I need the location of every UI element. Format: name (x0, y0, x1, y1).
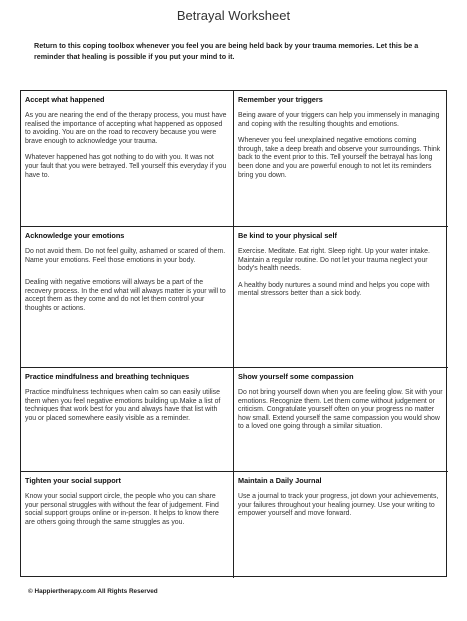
section-text: Whatever happened has got nothing to do with you. It was not your fault that you were betrayed. Tell yourself this everyday if you have to. (25, 154, 227, 179)
intro-text: Return to this coping toolbox whenever you feel you are being held back by your trauma memories. Let this be a reminder that healing is possible if you put your mind to it. (34, 41, 419, 61)
copyright-footer: © Happiertherapy.com All Rights Reserved (28, 588, 158, 595)
coping-toolbox-table (20, 90, 447, 577)
section-text: Practice mindfulness techniques when calm so can easily utilise them when you feel negative emotions building up.Make a list of techniques that work best for you and always have that list with you or placed somewhere easily visible as a reminder. (25, 389, 221, 422)
section-text: Know your social support circle, the people who you can share your personal struggles with without the fear of judgement. Find social support groups online or in-person. It helps to know there are others going through the same struggles as you. (25, 493, 219, 526)
cell-tighten-social-support (21, 472, 234, 578)
page-title: Betrayal Worksheet (176, 8, 291, 23)
section-text: A healthy body nurtures a sound mind and helps you cope with mental stressors better than a sick body. (238, 281, 430, 298)
section-text: As you are nearing the end of the therapy process, you must have realised the importance of accepting what happened as opposed to avoiding. You are on the road to recovery because you were brave enough to acknowledge your trauma. (25, 112, 227, 145)
section-heading: Maintain a Daily Journal (238, 476, 322, 485)
section-text: Exercise. Meditate. Eat right. Sleep right. Up your water intake. Maintain a regular routine. Do not let your trauma neglect your body's health needs. (238, 248, 430, 273)
cell-be-kind-to-physical-self (234, 227, 448, 368)
section-heading: Tighten your social support (25, 476, 121, 485)
section-heading: Acknowledge your emotions (25, 231, 125, 240)
cell-practice-mindfulness (21, 368, 234, 472)
cell-show-yourself-compassion (234, 368, 448, 472)
section-heading: Accept what happened (25, 95, 105, 104)
cell-maintain-daily-journal (234, 472, 448, 578)
cell-remember-your-triggers (234, 91, 448, 227)
cell-acknowledge-your-emotions (21, 227, 234, 368)
section-heading: Remember your triggers (238, 95, 323, 104)
section-text: Use a journal to track your progress, jot down your achievements, your failures throughout your healing journey. Use your writing to empower yourself and move forward. (238, 493, 439, 518)
section-heading: Be kind to your physical self (238, 231, 337, 240)
section-heading: Show yourself some compassion (238, 372, 354, 381)
section-text: Being aware of your triggers can help you immensely in managing and coping with the resulting thoughts and emotions. (238, 112, 440, 128)
section-heading: Practice mindfulness and breathing techniques (25, 372, 190, 381)
cell-accept-what-happened (21, 91, 234, 227)
section-text: Do not bring yourself down when you are feeling glow. Sit with your emotions. Recognize them. Let them come without judgement or criticism. Congratulate yourself often on your progress no matter how small. Extend yourself the same compassion you would show to a loved one going through a similar situation. (238, 389, 443, 431)
section-text: Whenever you feel unexplained negative emotions coming through, take a deep breath and observe your surroundings. Think back to the event prior to this. Tell yourself the betrayal has long been done and you are powerful enough to not let its reminders bring you down. (238, 137, 441, 179)
section-text: Do not avoid them. Do not feel guilty, ashamed or scared of them. Name your emotions. Feel those emotions in your body. (25, 248, 226, 264)
section-text: Dealing with negative emotions will always be a part of the recovery process. In the end what will always matter is your will to accept them as they come and do not let them control your thoughts or actions. (25, 279, 226, 312)
